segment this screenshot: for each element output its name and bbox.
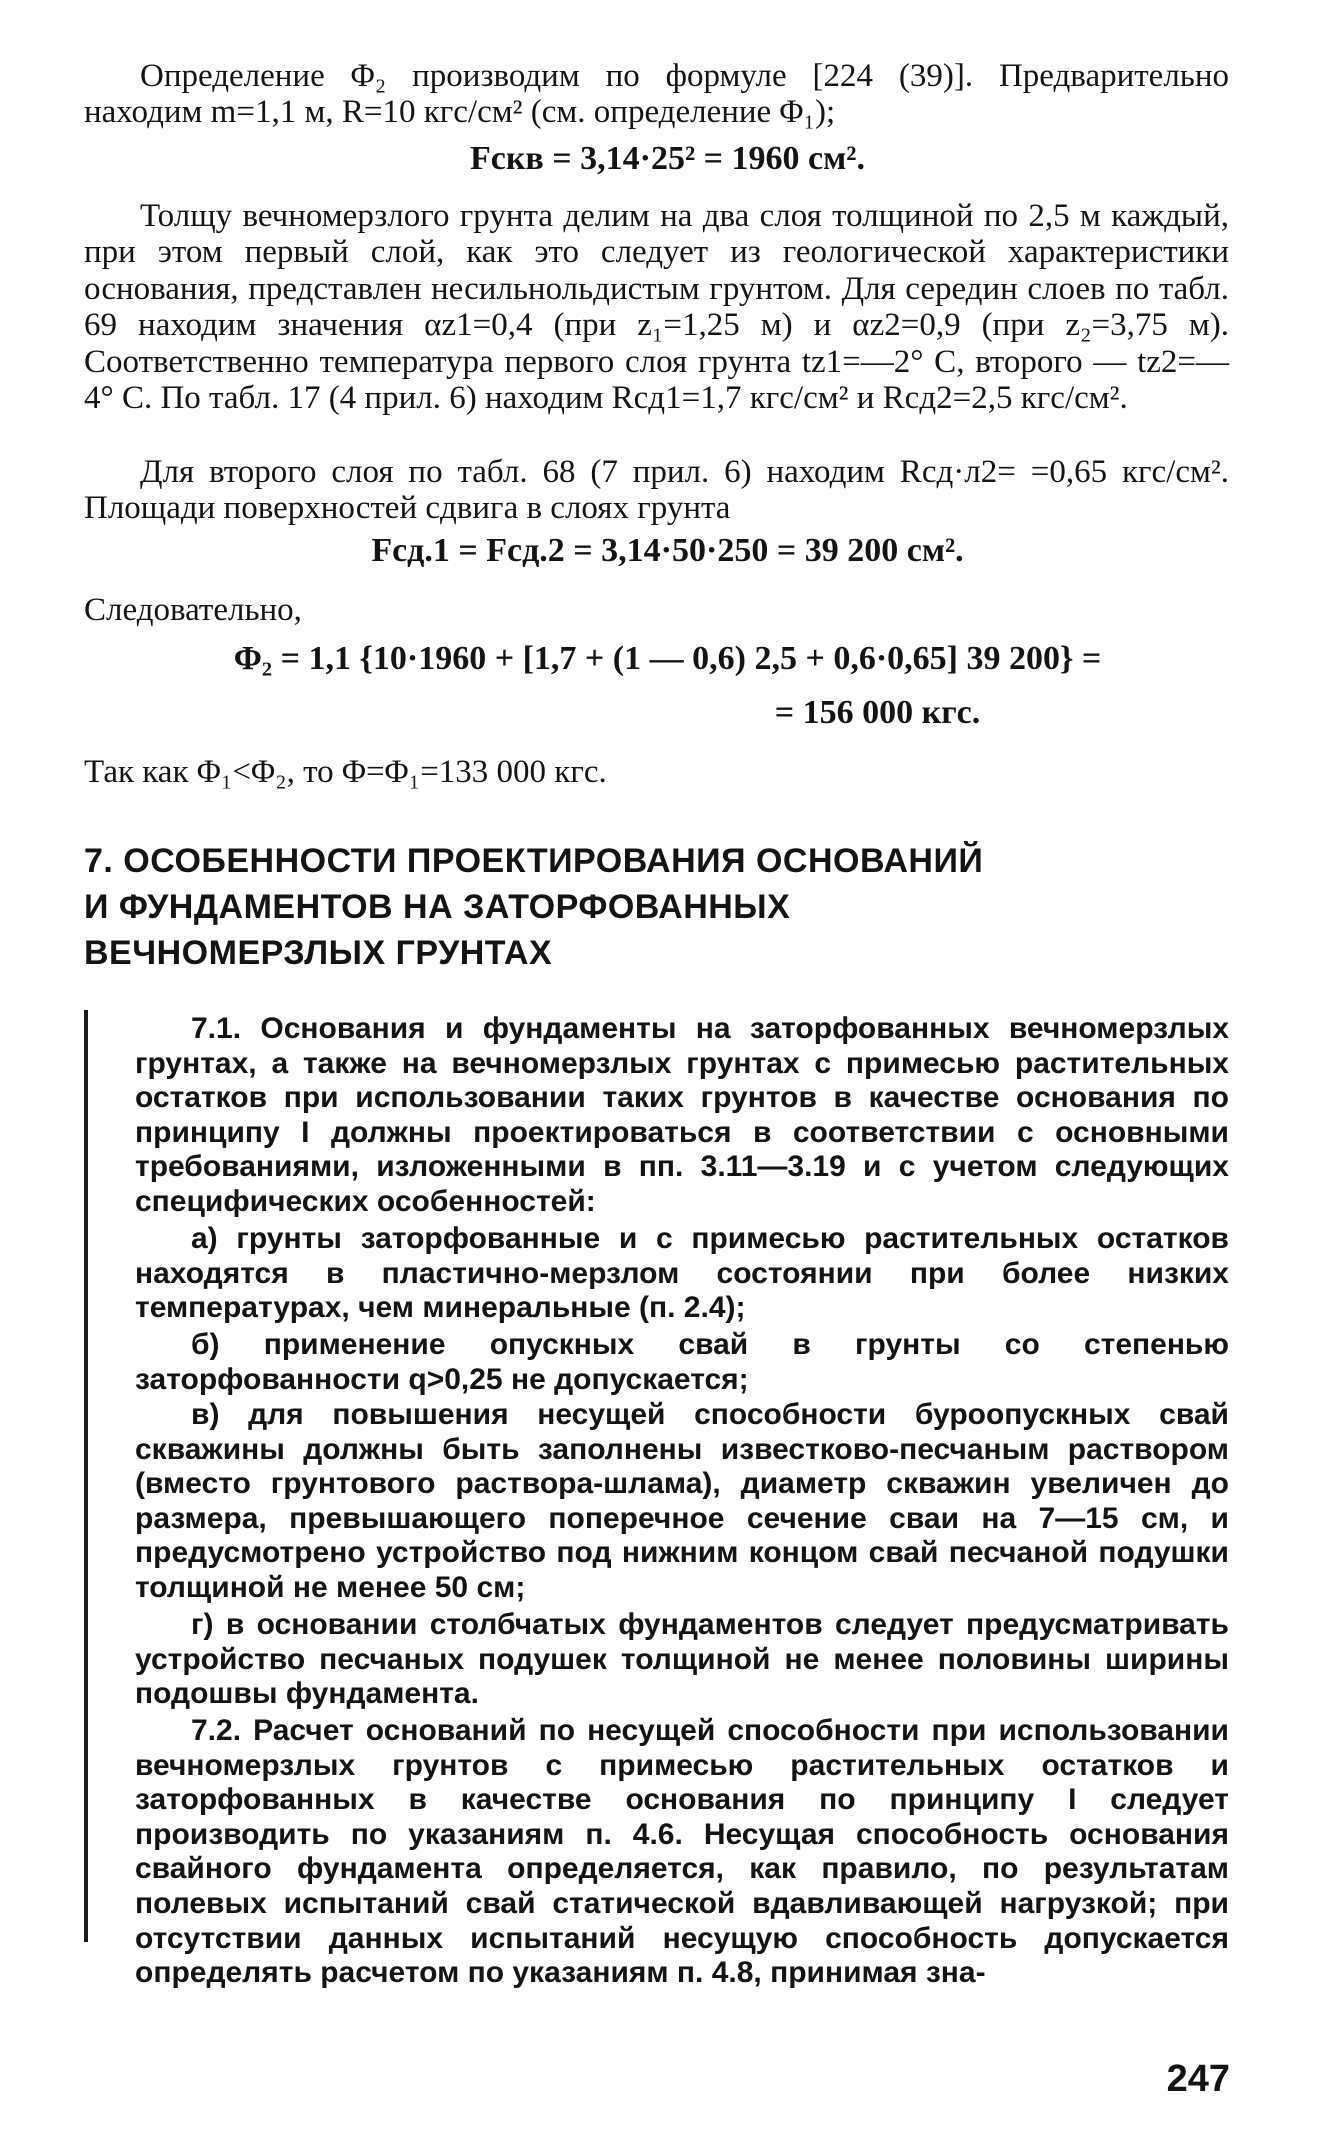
section-heading-line-3: ВЕЧНОМЕРЗЛЫХ ГРУНТАХ	[84, 934, 553, 972]
formula-f-skv: Fскв = 3,14·25² = 1960 см².	[469, 140, 866, 177]
clause-7-1-a: а) грунты заторфованные и с примесью растительных остатков находятся в пластично-мерзлом состоянии при более низких температурах, чем минеральные (п. 2.4);	[135, 1222, 1229, 1325]
clause-7-1-d: г) в основании столбчатых фундаментов следует предусматривать устройство песчаных подушек толщиной не менее половины ширины подошвы фундамента.	[135, 1608, 1229, 1711]
margin-change-bar	[84, 1010, 88, 1942]
clause-7-2: 7.2. Расчет оснований по несущей способности при использовании вечномерзлых грунтов с примесью растительных остатков и заторфованных в качестве основания по принципу I следует производить по указаниям п. 4.6. Несущая способность основания свайного фундамента определяется, как правило, по результатам полевых испытаний свай статической вдавливающей нагрузкой; при отсутствии данных испытаний несущую способность допускается определять расчетом по указаниям п. 4.8, принимая зна-	[135, 1714, 1229, 1990]
clause-7-1: 7.1. Основания и фундаменты на заторфованных вечномерзлых грунтах, а также на вечномерзлых грунтах с примесью растительных остатков при использовании таких грунтов в качестве основания по принципу I должны проектироваться в соответствии с основными требованиями, изложенными в пп. 3.11—3.19 и с учетом следующих специфических особенностей:	[135, 1012, 1229, 1218]
paragraph-second-layer: Для второго слоя по табл. 68 (7 прил. 6) находим Rсд·л2= =0,65 кгс/см². Площади поверхностей сдвига в слоях грунта	[84, 454, 1229, 527]
paragraph-therefore: Следовательно,	[84, 592, 302, 628]
formula-f-sd: Fсд.1 = Fсд.2 = 3,14·50·250 = 39 200 см².	[371, 532, 964, 569]
section-heading-line-1: 7. ОСОБЕННОСТИ ПРОЕКТИРОВАНИЯ ОСНОВАНИЙ	[84, 842, 984, 880]
page-number: 247	[1166, 2058, 1230, 2100]
formula-phi2-line2: = 156 000 кгс.	[774, 694, 981, 731]
clause-7-1-b: б) применение опускных свай в грунты со степенью заторфованности q>0,25 не допускается;	[135, 1328, 1229, 1396]
formula-phi2-line1: Φ₂ = 1,1 {10·1960 + [1,7 + (1 — 0,6) 2,5 + 0,6·0,65] 39 200} =	[233, 640, 1102, 677]
paragraph-conclusion: Так как Φ₁<Φ₂, то Φ=Φ₁=133 000 кгс.	[84, 754, 607, 790]
section-heading-line-2: И ФУНДАМЕНТОВ НА ЗАТОРФОВАННЫХ	[84, 888, 791, 926]
section-heading	[84, 838, 1229, 976]
clause-7-1-c: в) для повышения несущей способности буроопускных свай скважины должны быть заполнены известково-песчаным раствором (вместо грунтового раствора-шлама), диаметр скважин увеличен до размера, превышающего поперечное сечение сваи на 7—15 см, и предусмотрено устройство под нижним концом свай песчаной подушки толщиной не менее 50 см;	[135, 1398, 1229, 1604]
paragraph-soil-layers: Толщу вечномерзлого грунта делим на два слоя толщиной по 2,5 м каждый, при этом первый слой, как это следует из геологической характеристики основания, представлен несильнольдистым грунтом. Для середин слоев по табл. 69 находим значения αz1=0,4 (при z₁=1,25 м) и αz2=0,9 (при z₂=3,75 м). Соответственно температура первого слоя грунта tz1=—2° С, второго — tz2=—4° С. По табл. 17 (4 прил. 6) находим Rсд1=1,7 кгс/см² и Rсд2=2,5 кгс/см².	[84, 198, 1229, 417]
paragraph-phi2-intro: Определение Φ₂ производим по формуле [224 (39)]. Предварительно находим m=1,1 м, R=10 кгс/см² (см. определение Φ₁);	[84, 58, 1229, 131]
